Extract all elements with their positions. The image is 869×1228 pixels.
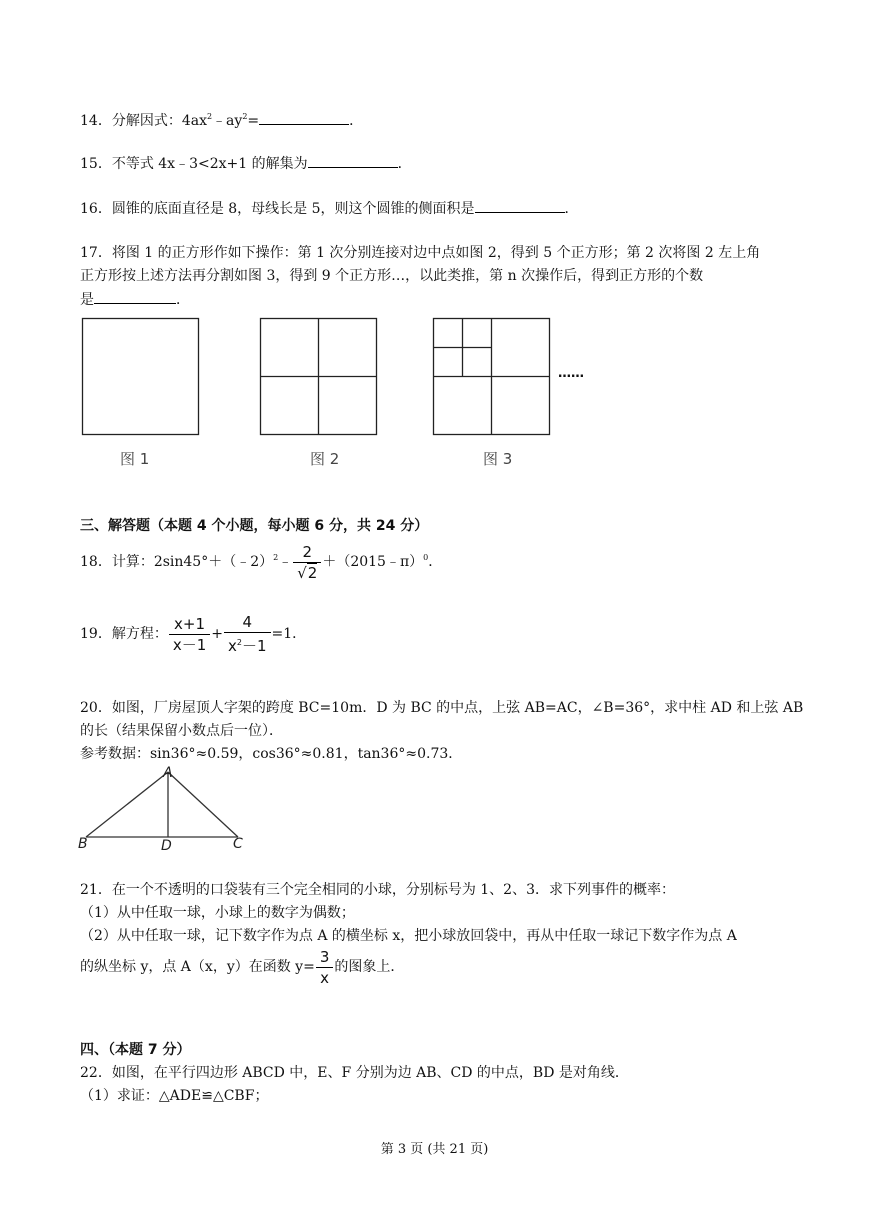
question-22-line2: （1）求证：△ADE≌△CBF； (80, 1088, 269, 1104)
section-3-title: 三、解答题（本题 4 个小题，每小题 6 分，共 24 分） (80, 518, 429, 534)
q21-fraction (316, 947, 334, 988)
q18-minus: ﹣ (278, 554, 293, 570)
answer-blank-16[interactable] (475, 198, 565, 213)
question-21-line4 (80, 945, 404, 989)
question-16 (80, 198, 579, 219)
answer-blank-17[interactable] (94, 289, 176, 304)
figure-1-caption: 图 1 (120, 450, 150, 468)
question-17-line2: 正方形按上述方法再分割如图 3，得到 9 个正方形…，以此类推，第 n 次操作后，得到正方形的个数 (80, 268, 704, 284)
q16-end: ． (564, 201, 579, 217)
q21-line4-post: 的图象上． (334, 959, 405, 975)
q18-frac-num: 2 (293, 542, 321, 563)
q21-den: x (320, 968, 330, 987)
q14-exp1: 2 (206, 112, 213, 121)
q19-rhs: =1． (271, 626, 307, 642)
answer-blank-14[interactable] (259, 110, 349, 125)
q14-suffix: = (247, 113, 260, 129)
question-19 (80, 612, 306, 656)
q19-den2-exp: 2 (236, 638, 242, 647)
figure-ellipsis: …… (558, 366, 584, 381)
section-4-title: 四、（本题 7 分） (80, 1042, 191, 1058)
page-footer: 第 3 页 (共 21 页) (380, 1142, 489, 1157)
question-18 (80, 536, 442, 584)
q19-den2-base: x (227, 637, 237, 655)
q19-prefix: 19．解方程： (80, 626, 168, 642)
q19-den1: x－1 (172, 635, 207, 654)
label-d: D (161, 838, 172, 854)
q14-exp2: 2 (242, 112, 248, 121)
q18-frac-den: √2 (297, 563, 318, 582)
q18-exp0: 0 (423, 553, 429, 562)
label-b: B (78, 836, 88, 852)
figure-1-square (82, 318, 199, 435)
figure-3-caption: 图 3 (483, 450, 513, 468)
question-21-line3: （2）从中任取一球，记下数字作为点 A 的横坐标 x，把小球放回袋中，再从中任取一球记下数字作为点 A (80, 928, 737, 944)
q15-text: 15．不等式 4x﹣3<2x+1 的解集为 (80, 156, 308, 172)
q19-fraction-2 (224, 612, 271, 656)
figure-3-square (433, 318, 550, 435)
question-20-line3: 参考数据：sin36°≈0.59，cos36°≈0.81，tan36°≈0.73． (80, 746, 463, 762)
q18-fraction (293, 542, 321, 583)
q21-num: 3 (316, 947, 334, 968)
q14-mid: ﹣ay (212, 113, 243, 129)
question-17-line1: 17．将图 1 的正方形作如下操作：第 1 次分别连接对边中点如图 2，得到 5 个正方形；第 2 次将图 2 左上角 (80, 245, 761, 261)
question-14 (80, 107, 363, 131)
q18-mid: ＋（2015﹣π） (322, 554, 424, 570)
q16-text: 16．圆锥的底面直径是 8，母线长是 5，则这个圆锥的侧面积是 (80, 201, 475, 217)
q17-end: ． (176, 292, 190, 308)
q17-line3-text: 是 (80, 292, 94, 308)
q19-plus: + (211, 626, 223, 642)
q19-num2: 4 (224, 612, 271, 633)
answer-blank-15[interactable] (308, 153, 398, 168)
question-22-line1: 22．如图，在平行四边形 ABCD 中，E、F 分别为边 AB、CD 的中点，BD 是对角线． (80, 1065, 629, 1081)
q19-num1: x+1 (169, 614, 210, 635)
figure-2-caption: 图 2 (310, 450, 340, 468)
q19-den2 (224, 633, 271, 656)
label-a: A (163, 765, 173, 781)
question-21-line1: 21．在一个不透明的口袋装有三个完全相同的小球，分别标号为 1、2、3．求下列事件的概率： (80, 882, 675, 898)
question-17-line3 (80, 289, 190, 310)
q19-den2-tail: －1 (241, 637, 267, 655)
q14-prefix: 14．分解因式：4ax (80, 113, 207, 129)
q14-end: ． (349, 113, 364, 129)
q18-radicand: 2 (307, 563, 318, 582)
question-15 (80, 153, 412, 174)
label-c: C (233, 836, 243, 852)
figure-2-square (260, 318, 377, 435)
q21-line4-pre: 的纵坐标 y，点 A（x，y）在函数 y= (80, 959, 315, 975)
q18-prefix: 18．计算：2sin45°＋（﹣2） (80, 554, 274, 570)
q18-exp: 2 (273, 553, 279, 562)
question-21-line2: （1）从中任取一球，小球上的数字为偶数； (80, 905, 355, 921)
question-20-line1: 20．如图，厂房屋顶人字架的跨度 BC=10m．D 为 BC 的中点，上弦 AB=AC，∠B=36°，求中柱 AD 和上弦 AB (80, 700, 804, 716)
q18-end: ． (428, 554, 443, 570)
question-20-line2: 的长（结果保留小数点后一位）． (80, 723, 283, 739)
q19-fraction-1 (169, 614, 210, 655)
q15-end: ． (397, 156, 412, 172)
